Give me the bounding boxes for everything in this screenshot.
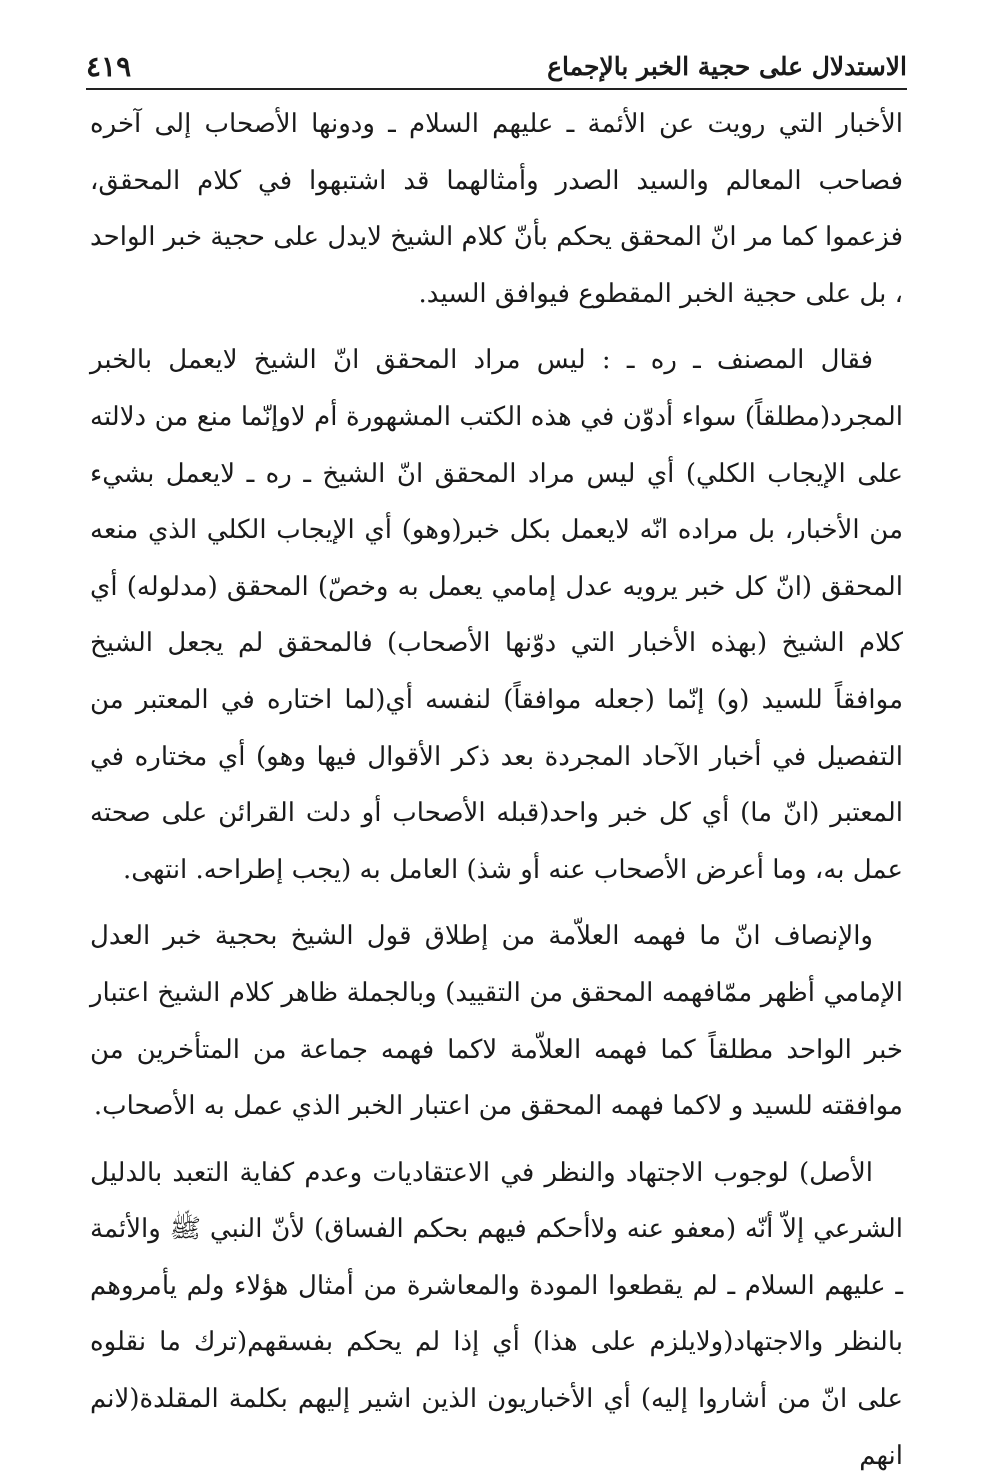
paragraph: والإنصاف انّ ما فهمه العلاّمة من إطلاق قول الشيخ بحجية خبر العدل الإمامي أظهر ممّافهمه المحقق من التقييد) وبالجملة ظاهر كلام الشيخ اعتبار خبر الواحد مطلقاً كما فهمه العلاّمة لاكما فهمه جماعة من المتأخرين من موافقته للسيد و لاكما فهمه المحقق من اعتبار الخبر الذي عمل به الأصحاب. [90, 921, 903, 1122]
running-head [86, 36, 907, 84]
paragraph: الأخبار التي رويت عن الأئمة ـ عليهم السلام ـ ودونها الأصحاب إلى آخره فصاحب المعالم والسيد الصدر وأمثالهما قد اشتبهوا في كلام المحقق، فزعموا كما مر انّ المحقق يحكم بأنّ كلام الشيخ لايدل على حجية خبر الواحد ، بل على حجية الخبر المقطوع فيوافق السيد. [90, 109, 903, 309]
paragraph: الأصل) لوجوب الاجتهاد والنظر في الاعتقاديات وعدم كفاية التعبد بالدليل الشرعي إلاّ أنّه (معفو عنه ولاأحكم فيهم بحكم الفساق) لأنّ النبي ﷺ والأئمة ـ عليهم السلام ـ لم يقطعوا المودة والمعاشرة من أمثال هؤلاء ولم يأمروهم بالنظر والاجتهاد(ولايلزم على هذا) أي إذا لم يحكم بفسقهم(ترك ما نقلوه على انّ من أشاروا إليه) أي الأخباريون الذين اشير إليهم بكلمة المقلدة(لانم انهم [90, 1157, 903, 1471]
header-divider [86, 88, 907, 90]
body-text [90, 96, 903, 1484]
running-title: الاستدلال على حجية الخبر بالإجماع [547, 52, 907, 81]
paragraph: فقال المصنف ـ ره ـ : ليس مراد المحقق انّ الشيخ لايعمل بالخبر المجرد(مطلقاً) سواء أدوّن في هذه الكتب المشهورة أم لاوإنّما منع من دلالته على الإيجاب الكلي) أي ليس مراد المحقق انّ الشيخ ـ ره ـ لايعمل بشيء من الأخبار، بل مراده انّه لايعمل بكل خبر(وهو) أي الإيجاب الكلي الذي منعه المحقق (انّ كل خبر يرويه عدل إمامي يعمل به وخصّ) المحقق (مدلوله) أي كلام الشيخ (بهذه الأخبار التي دوّنها الأصحاب) فالمحقق لم يجعل الشيخ موافقاً للسيد (و) إنّما (جعله موافقاً) لنفسه أي(لما اختاره في المعتبر من التفصيل في أخبار الآحاد المجردة بعد ذكر الأقوال فيها وهو) أي مختاره في المعتبر (انّ ما) أي كل خبر واحد(قبله الأصحاب أو دلت القرائن على صحته عمل به، وما أعرض الأصحاب عنه أو شذ) العامل به (يجب إطراحه. انتهى. [90, 345, 903, 885]
page-number: ٤١٩ [86, 50, 132, 83]
